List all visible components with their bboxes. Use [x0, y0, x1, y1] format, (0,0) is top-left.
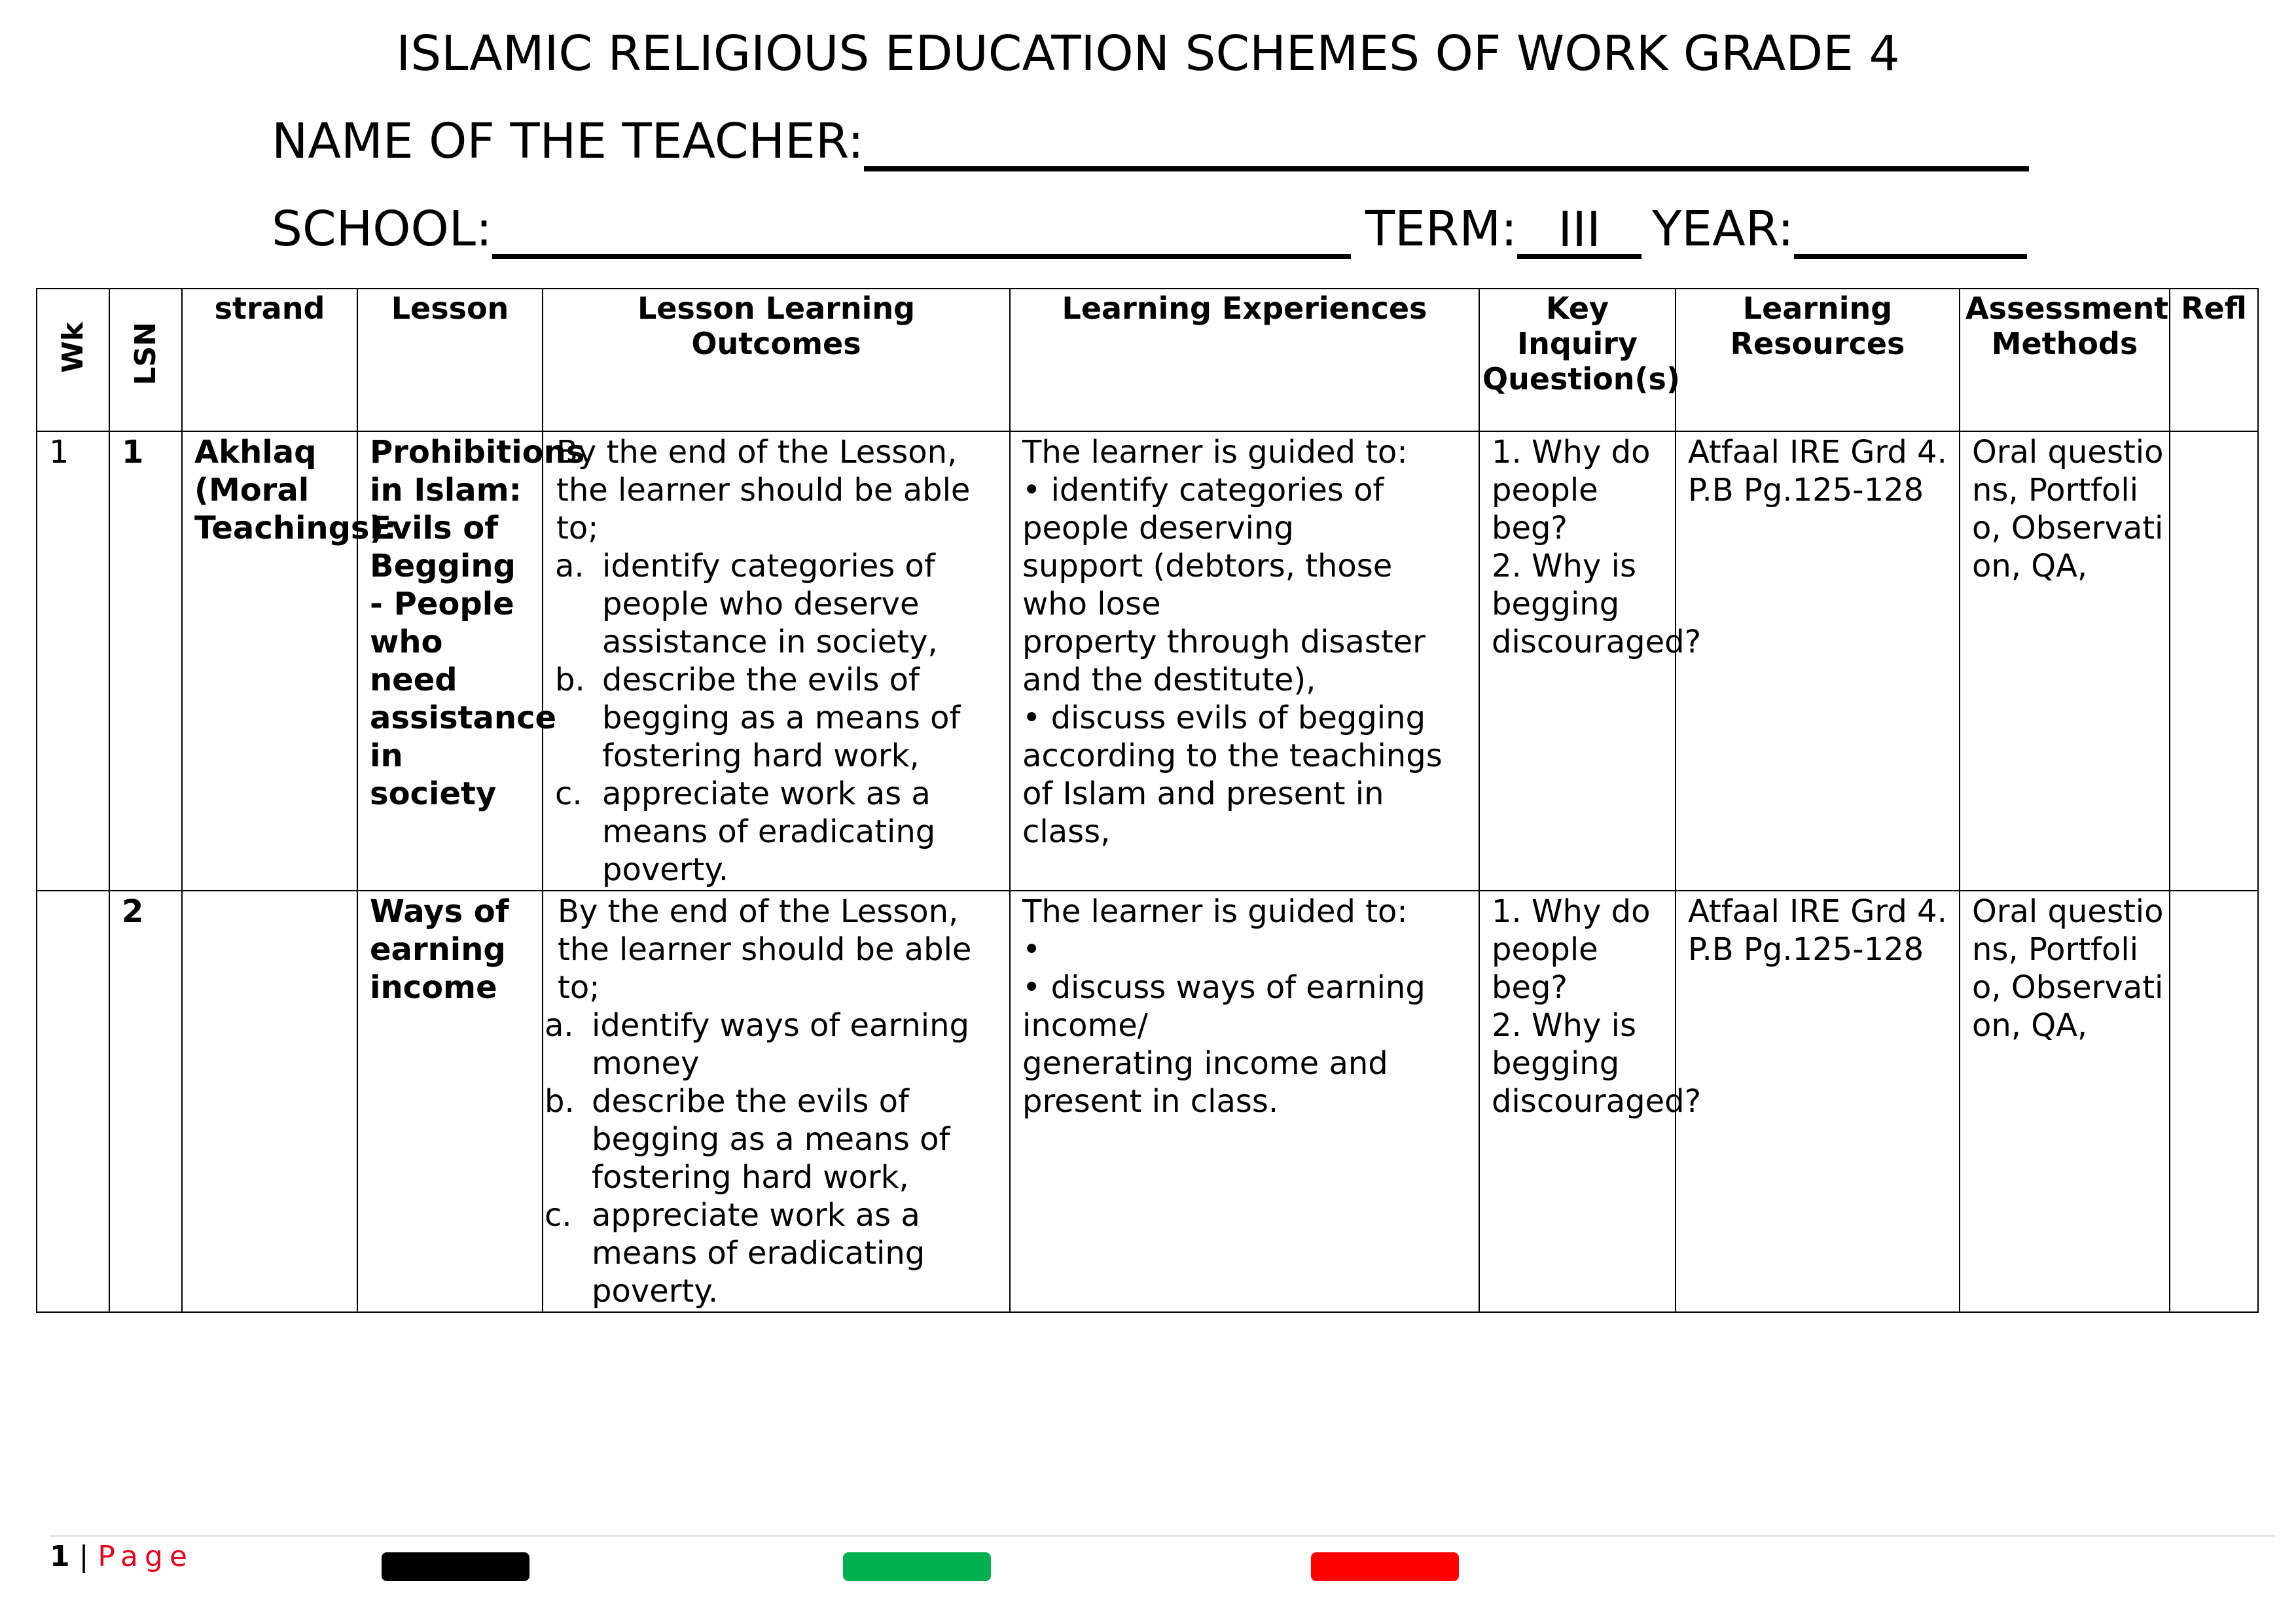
scheme-of-work-table — [36, 288, 2259, 1313]
year-field[interactable] — [1794, 212, 2027, 259]
question-line: 2. Why is begging discouraged? — [1492, 548, 1702, 660]
list-item: c. appreciate work as a means of eradicating poverty. — [555, 776, 936, 888]
cell-experiences — [1010, 891, 1479, 1312]
cell-reflection — [2170, 431, 2258, 891]
color-swatch-black — [382, 1552, 529, 1581]
cell-questions — [1479, 891, 1702, 1312]
term-value[interactable]: III — [1517, 205, 1641, 259]
column-header-experiences: Learning Experiences — [1010, 289, 1479, 431]
column-header-reflection: Refl — [2170, 289, 2258, 431]
cell-reflection — [2170, 891, 2258, 1312]
page-label: Page — [98, 1540, 194, 1573]
cell-lesson: Prohibitions in Islam: Evils of Begging - People who need assistance in society — [357, 431, 543, 891]
column-header-questions: Key Inquiry Question(s) — [1479, 289, 1676, 431]
document-title: ISLAMIC RELIGIOUS EDUCATION SCHEMES OF WORK GRADE 4 — [396, 26, 1900, 82]
cell-resources: Atfaal IRE Grd 4. P.B Pg.125-128 — [1676, 891, 1960, 1312]
experience-line: • discuss ways of earning income/ — [1022, 969, 1426, 1044]
term-label: TERM: — [1365, 201, 1518, 257]
outcomes-intro: By the end of the Lesson, the learner should be able to; — [556, 434, 971, 546]
list-item: b. describe the evils of begging as a means of fostering hard work, — [555, 662, 961, 774]
cell-outcomes — [543, 891, 1010, 1312]
table-row — [37, 891, 2258, 1312]
table-row — [37, 431, 2258, 891]
experience-line: • identify categories of people deserving — [1022, 472, 1384, 546]
cell-lesson: Ways of earning income — [357, 891, 543, 1312]
outcomes-list — [555, 547, 997, 889]
cell-experiences — [1010, 431, 1479, 891]
cell-strand — [182, 891, 357, 1312]
experience-line: generating income and present in class. — [1022, 1045, 1388, 1120]
cell-assessment: Oral questions, Portfolio, Observation, QA, — [1960, 431, 2170, 891]
school-label: SCHOOL: — [272, 201, 492, 257]
experience-line: The learner is guided to: — [1022, 893, 1408, 930]
experience-line: support (debtors, those who lose — [1022, 548, 1393, 622]
cell-strand: Akhlaq (Moral Teachings): — [182, 431, 357, 891]
cell-questions — [1479, 431, 1702, 891]
teacher-label: NAME OF THE TEACHER: — [272, 113, 864, 169]
outcomes-intro: By the end of the Lesson, the learner should be able to; — [558, 893, 972, 1006]
cell-lsn: 1 — [109, 431, 182, 891]
experience-line: property through disaster and the destitute), — [1022, 624, 1426, 698]
experience-line: • discuss evils of begging according to the teachings of Islam and present in class, — [1022, 700, 1443, 850]
column-header-assessment: Assessment Methods — [1960, 289, 2170, 431]
color-swatch-green — [843, 1552, 991, 1581]
question-line: 1. Why do people beg? — [1492, 893, 1651, 1006]
school-name-field[interactable] — [492, 212, 1351, 259]
outcomes-list — [545, 1007, 997, 1310]
column-header-lesson: Lesson — [357, 289, 543, 431]
color-swatch-red — [1311, 1552, 1459, 1581]
teacher-name-field[interactable] — [864, 124, 2029, 171]
experience-line: The learner is guided to: — [1022, 434, 1408, 471]
school-term-year-line — [272, 199, 2027, 259]
column-header-outcomes: Lesson Learning Outcomes — [543, 289, 1010, 431]
cell-wk: 1 — [37, 431, 109, 891]
list-item: c. appreciate work as a means of eradicating poverty. — [545, 1197, 925, 1310]
year-label: YEAR: — [1652, 201, 1794, 257]
column-header-resources: Learning Resources — [1676, 289, 1960, 431]
column-header-strand: strand — [182, 289, 357, 431]
teacher-line — [272, 111, 2029, 171]
list-item: a. identify ways of earning money — [545, 1007, 969, 1082]
footer-divider — [50, 1535, 2275, 1537]
cell-assessment: Oral questions, Portfolio, Observation, QA, — [1960, 891, 2170, 1312]
cell-wk — [37, 891, 109, 1312]
page-footer — [50, 1538, 194, 1576]
question-line: 1. Why do people beg? — [1492, 434, 1651, 546]
column-header-lsn: LSN — [109, 289, 182, 431]
list-item: b. describe the evils of begging as a means of fostering hard work, — [545, 1083, 950, 1196]
cell-lsn: 2 — [109, 891, 182, 1312]
page-number: 1 — [50, 1540, 70, 1573]
table-header-row — [37, 289, 2258, 431]
list-item: a. identify categories of people who deserve assistance in society, — [555, 548, 938, 660]
experience-line: • — [1022, 931, 1041, 968]
question-line: 2. Why is begging discouraged? — [1492, 1007, 1702, 1120]
page-separator: | — [69, 1540, 98, 1573]
cell-outcomes — [543, 431, 1010, 891]
cell-resources: Atfaal IRE Grd 4. P.B Pg.125-128 — [1676, 431, 1960, 891]
column-header-wk: Wk — [37, 289, 109, 431]
